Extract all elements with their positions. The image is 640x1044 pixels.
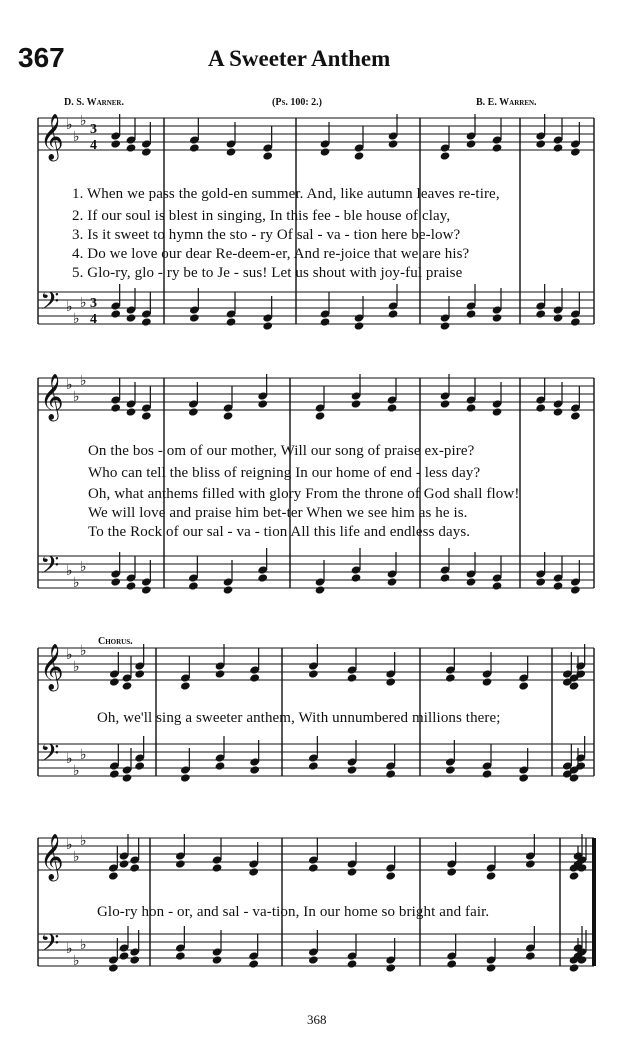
note-head	[525, 859, 536, 868]
note-head	[188, 407, 199, 416]
note-head	[262, 321, 273, 330]
flat-sign: ♭	[80, 643, 87, 659]
note-head	[347, 673, 358, 682]
note-head	[175, 951, 186, 960]
note-head	[129, 955, 140, 964]
flat-sign: ♭	[66, 377, 73, 393]
note-head	[215, 761, 226, 770]
verse-3-line-2: Oh, what anthems filled with glory From the throne of God shall flow!	[88, 486, 520, 502]
note-head	[440, 151, 451, 160]
note-head	[492, 581, 503, 590]
note-head	[257, 573, 268, 582]
time-signature-bottom: 4	[90, 138, 97, 153]
flat-sign: ♭	[73, 129, 80, 145]
note-head	[482, 677, 493, 686]
note-head	[315, 411, 326, 420]
note-head	[466, 309, 477, 318]
note-head	[570, 317, 581, 326]
verse-4-line-1: 4. Do we love our dear Re-deem-er, And re-joice that we are his?	[72, 246, 470, 262]
note-head	[189, 313, 200, 322]
note-head	[134, 761, 145, 770]
bass-clef: 𝄢	[40, 739, 60, 774]
note-head	[525, 951, 536, 960]
note-head	[110, 403, 121, 412]
flat-sign: ♭	[66, 837, 73, 853]
flat-sign: ♭	[66, 117, 73, 133]
treble-clef: 𝄞	[40, 374, 64, 420]
note-head	[385, 677, 396, 686]
note-head	[553, 143, 564, 152]
note-head	[257, 399, 268, 408]
note-head	[486, 963, 497, 972]
note-head	[553, 581, 564, 590]
flat-sign: ♭	[80, 295, 87, 311]
note-head	[175, 859, 186, 868]
note-head	[320, 317, 331, 326]
bass-clef: 𝄢	[40, 551, 60, 586]
note-head	[385, 769, 396, 778]
note-head	[180, 773, 191, 782]
note-head	[141, 585, 152, 594]
note-head	[122, 773, 133, 782]
verse-2-line-1: 2. If our soul is blest in singing, In this fee - ble house of clay,	[72, 208, 451, 224]
note-head	[347, 959, 358, 968]
note-head	[518, 681, 529, 690]
verse-3-line-1: 3. Is it sweet to hymn the sto - ry Of sal - va - tion here be-low?	[72, 227, 461, 243]
note-head	[440, 573, 451, 582]
note-head	[385, 871, 396, 880]
note-head	[248, 867, 259, 876]
note-head	[570, 411, 581, 420]
flat-sign: ♭	[80, 747, 87, 763]
treble-clef: 𝄞	[40, 834, 64, 880]
note-head	[308, 669, 319, 678]
time-signature-top: 3	[90, 296, 97, 311]
flat-sign: ♭	[66, 563, 73, 579]
words-credit: D. S. Warner.	[64, 97, 124, 108]
note-head	[223, 585, 234, 594]
note-head	[440, 321, 451, 330]
note-head	[126, 407, 137, 416]
flat-sign: ♭	[73, 849, 80, 865]
note-head	[188, 581, 199, 590]
note-head	[110, 577, 121, 586]
note-head	[308, 863, 319, 872]
note-head	[126, 143, 137, 152]
flat-sign: ♭	[73, 389, 80, 405]
note-head	[569, 963, 580, 972]
note-head	[212, 863, 223, 872]
music-credit: B. E. Warren.	[476, 97, 537, 108]
note-head	[108, 871, 119, 880]
note-head	[249, 673, 260, 682]
note-head	[129, 863, 140, 872]
flat-sign: ♭	[80, 833, 87, 849]
note-head	[315, 585, 326, 594]
note-head	[387, 403, 398, 412]
note-head	[122, 681, 133, 690]
note-head	[119, 951, 130, 960]
note-head	[553, 313, 564, 322]
note-head	[570, 147, 581, 156]
note-head	[535, 309, 546, 318]
flat-sign: ♭	[80, 113, 87, 129]
flat-sign: ♭	[73, 659, 80, 675]
note-head	[110, 139, 121, 148]
time-signature-top: 3	[90, 122, 97, 137]
note-head	[141, 411, 152, 420]
note-head	[215, 669, 226, 678]
flat-sign: ♭	[66, 751, 73, 767]
note-head	[518, 773, 529, 782]
note-head	[569, 871, 580, 880]
note-head	[248, 959, 259, 968]
note-head	[226, 317, 237, 326]
treble-clef: 𝄞	[40, 114, 64, 160]
note-head	[308, 761, 319, 770]
note-head	[126, 581, 137, 590]
flat-sign: ♭	[73, 575, 80, 591]
note-head	[466, 139, 477, 148]
note-head	[535, 577, 546, 586]
note-head	[466, 577, 477, 586]
note-head	[347, 765, 358, 774]
flat-sign: ♭	[80, 373, 87, 389]
note-head	[482, 769, 493, 778]
note-head	[354, 151, 365, 160]
note-head	[126, 313, 137, 322]
treble-clef: 𝄞	[40, 644, 64, 690]
note-head	[320, 147, 331, 156]
note-head	[385, 963, 396, 972]
page-number: 368	[307, 1012, 327, 1027]
verse-5-line-1: 5. Glo-ry, glo - ry be to Je - sus! Let us shout with joy-ful praise	[72, 265, 463, 281]
note-head	[347, 867, 358, 876]
note-head	[141, 317, 152, 326]
hymn-title: A Sweeter Anthem	[208, 46, 391, 71]
verse-2-line-2: Who can tell the bliss of reigning In our home of end - less day?	[88, 465, 481, 481]
note-head	[446, 867, 457, 876]
note-head	[223, 411, 234, 420]
note-head	[189, 143, 200, 152]
flat-sign: ♭	[66, 941, 73, 957]
flat-sign: ♭	[66, 647, 73, 663]
note-head	[445, 765, 456, 774]
note-head	[440, 399, 451, 408]
bass-clef: 𝄢	[40, 287, 60, 322]
note-head	[110, 309, 121, 318]
note-head	[109, 677, 120, 686]
note-head	[535, 403, 546, 412]
verse-1-line-2: On the bos - om of our mother, Will our song of praise ex-pire?	[88, 443, 475, 459]
note-head	[388, 139, 399, 148]
note-head	[308, 955, 319, 964]
hymn-number: 367	[18, 42, 65, 73]
note-head	[445, 673, 456, 682]
note-head	[535, 139, 546, 148]
flat-sign: ♭	[73, 311, 80, 327]
note-head	[212, 955, 223, 964]
note-head	[492, 407, 503, 416]
flat-sign: ♭	[80, 559, 87, 575]
note-head	[351, 399, 362, 408]
note-head	[446, 959, 457, 968]
flat-sign: ♭	[80, 937, 87, 953]
note-head	[492, 313, 503, 322]
time-signature-bottom: 4	[90, 312, 97, 327]
scripture-reference: (Ps. 100: 2.)	[272, 97, 322, 108]
verse-4-line-2: We will love and praise him bet-ter When we see him as he is.	[88, 505, 468, 521]
note-head	[109, 769, 120, 778]
note-head	[108, 963, 119, 972]
flat-sign: ♭	[73, 953, 80, 969]
note-head	[226, 147, 237, 156]
note-head	[570, 585, 581, 594]
note-head	[119, 859, 130, 868]
bass-clef: 𝄢	[40, 929, 60, 964]
chorus-line-2: Glo-ry hon - or, and sal - va-tion, In our home so bright and fair.	[97, 904, 490, 920]
note-head	[466, 403, 477, 412]
note-head	[486, 871, 497, 880]
flat-sign: ♭	[73, 763, 80, 779]
verse-1-line-1: 1. When we pass the gold-en summer. And, like autumn leaves re-tire,	[72, 186, 500, 202]
flat-sign: ♭	[66, 299, 73, 315]
note-head	[387, 577, 398, 586]
note-head	[492, 143, 503, 152]
note-head	[388, 309, 399, 318]
chorus-line-1: Oh, we'll sing a sweeter anthem, With unnumbered millions there;	[97, 710, 501, 726]
note-head	[134, 669, 145, 678]
note-head	[354, 321, 365, 330]
chorus-label: Chorus.	[98, 636, 133, 647]
note-head	[553, 407, 564, 416]
note-head	[141, 147, 152, 156]
verse-5-line-2: To the Rock of our sal - va - tion All this life and endless days.	[88, 524, 471, 540]
note-head	[351, 573, 362, 582]
note-head	[249, 765, 260, 774]
note-head	[262, 151, 273, 160]
note-head	[180, 681, 191, 690]
